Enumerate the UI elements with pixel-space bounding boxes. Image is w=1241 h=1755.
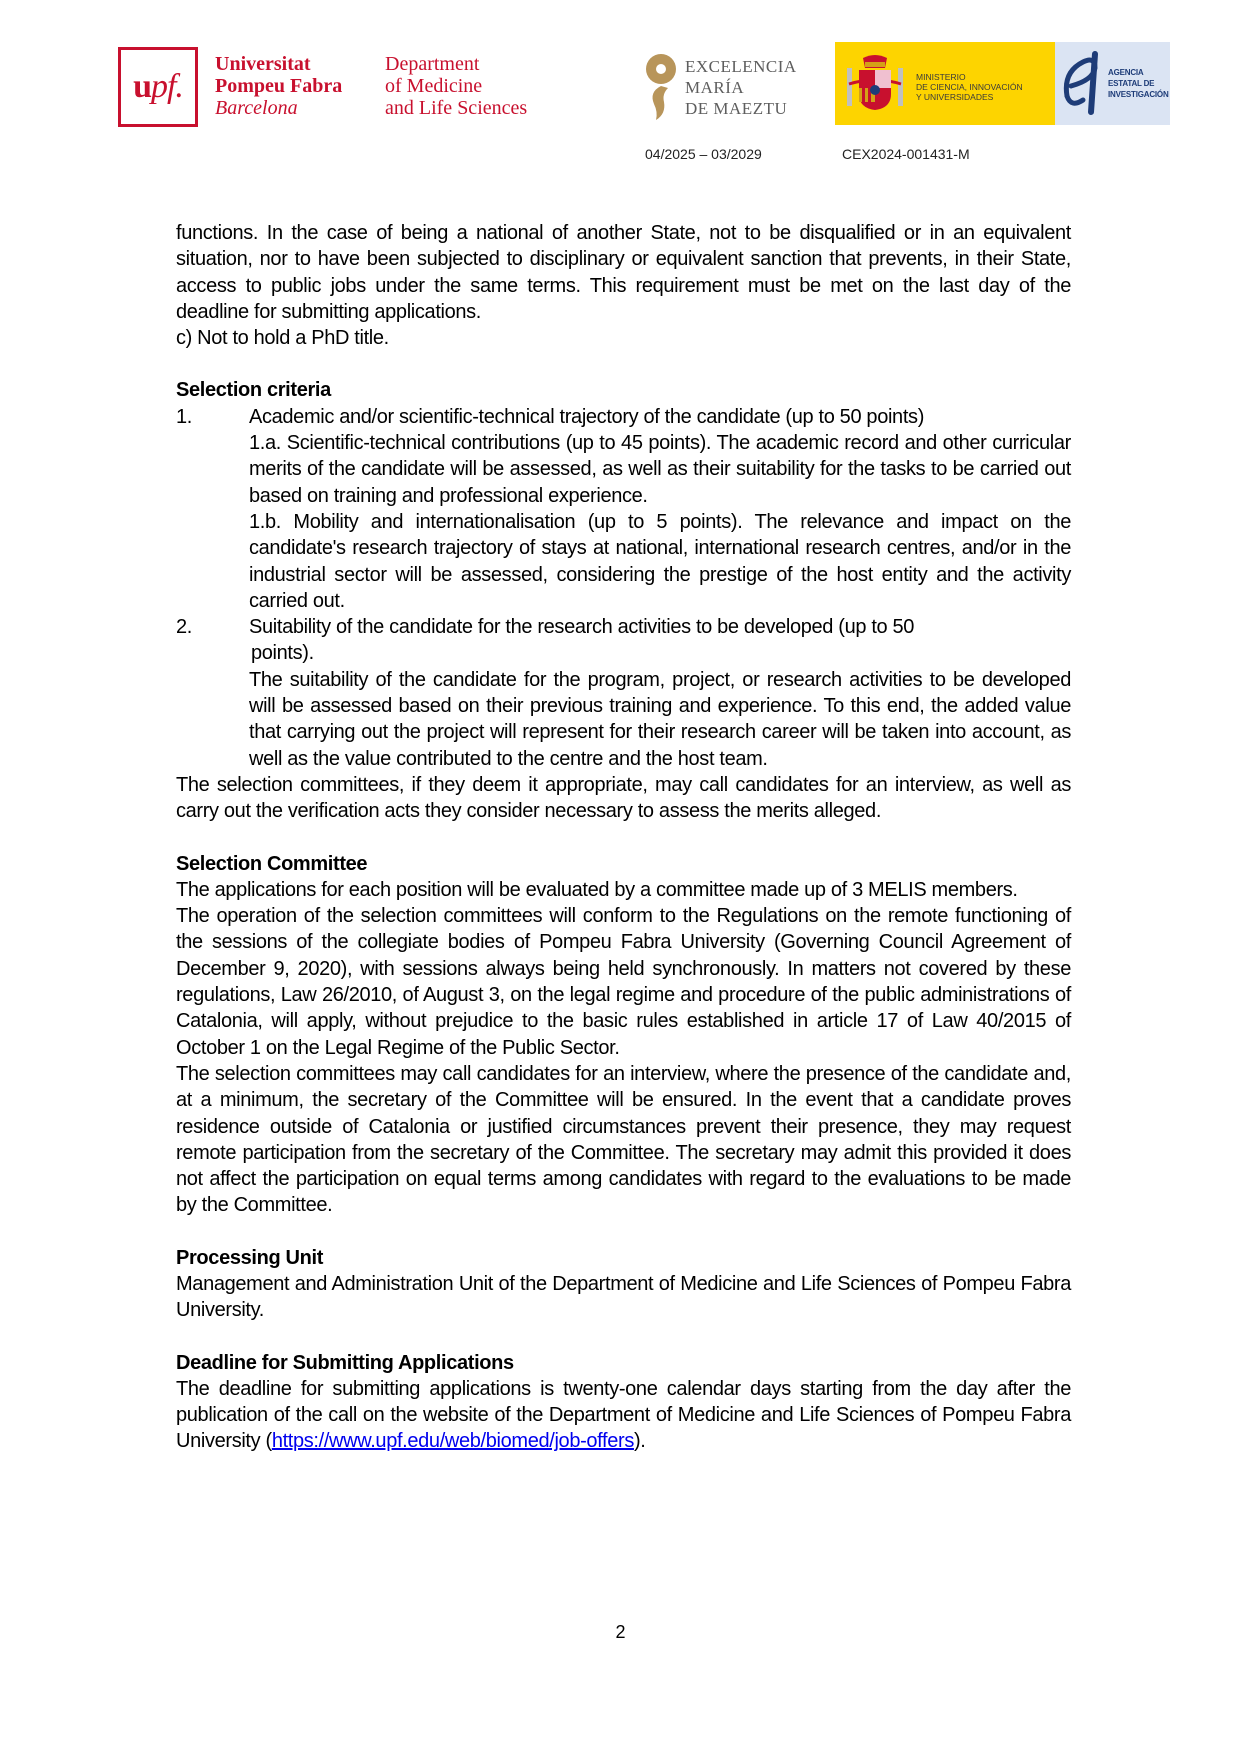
maeztu-line2: MARÍA: [685, 78, 745, 97]
university-name: [215, 53, 342, 119]
deadline-text-after: ).: [633, 1430, 646, 1453]
criteria-item-title: Academic and/or scientific-technical trajectory of the candidate (up to 50 points): [249, 405, 925, 428]
aei-text: [1108, 67, 1169, 100]
criteria-item-number: 1.: [176, 405, 192, 428]
criteria-item-2: [176, 614, 1071, 772]
university-name-line3: Barcelona: [215, 97, 298, 119]
ministerio-line3: Y UNIVERSIDADES: [916, 92, 994, 102]
page-header: [0, 0, 1241, 170]
ministerio-text: [916, 72, 1023, 102]
maria-de-maeztu-text: [685, 56, 797, 119]
upf-logo-icon: [118, 47, 198, 127]
maeztu-line3: DE MAEZTU: [685, 99, 788, 118]
aei-line2: ESTATAL DE: [1108, 79, 1155, 88]
funding-period: 04/2025 – 03/2029: [645, 146, 762, 162]
aei-e-glyph-icon: [1061, 50, 1103, 116]
criteria-subitem-1b: 1.b. Mobility and internationalisation (up to 5 points). The relevance and impact on the candidate's research trajectory of stays at national, international research centres, and/or in the industrial sector will be assessed, considering the prestige of the host entity and the activity carried out.: [249, 510, 1071, 612]
intro-paragraph: functions. In the case of being a national of another State, not to be disqualified or in an equivalent situation, nor to have been subjected to disciplinary or equivalent sanction that prevents, in their State, access to public jobs under the same terms. This requirement must be met on the last day of the deadline for submitting applications.: [176, 222, 1071, 323]
maria-de-maeztu-emblem-icon: [644, 52, 678, 122]
selection-criteria-closing: The selection committees, if they deem it appropriate, may call candidates for an interview, as well as carry out the verification acts they consider necessary to assess the merits alleged.: [176, 773, 1071, 823]
department-line3: and Life Sciences: [385, 97, 528, 119]
ministerio-line2: DE CIENCIA, INNOVACIÓN: [916, 82, 1023, 92]
department-line1: Department: [385, 53, 480, 75]
university-name-line2: Pompeu Fabra: [215, 75, 343, 97]
selection-committee-heading: Selection Committee: [176, 852, 368, 875]
upf-mark-italic: pf.: [150, 68, 183, 105]
deadline-text-before: The deadline for submitting applications is twenty-one calendar days starting from the day after the publication of the call on the website of the Department of Medicine and Life Sciences of Pompeu Fabra University (: [176, 1377, 1071, 1453]
processing-unit-text: Management and Administration Unit of the Department of Medicine and Life Sciences of Pompeu Fabra University.: [176, 1272, 1071, 1322]
committee-paragraph: The operation of the selection committees will conform to the Regulations on the remote functioning of the sessions of the collegiate bodies of Pompeu Fabra University (Governing Council Agreement of December 9, 2020), with sessions always being held synchronously. In matters not covered by these regulations, Law 26/2010, of August 3, on the legal regime and procedure of the public administrations of Catalonia, will apply, without prejudice to the basic rules established in article 17 of Law 40/2015 of October 1 on the Legal Regime of the Public Sector.: [176, 905, 1071, 1059]
page-number: 2: [615, 1622, 626, 1642]
job-offers-link[interactable]: https://www.upf.edu/web/biomed/job-offers: [271, 1430, 634, 1453]
accreditation-code: CEX2024-001431-M: [842, 146, 970, 162]
ministerio-line1: MINISTERIO: [916, 72, 966, 82]
spain-coat-of-arms-icon: [845, 54, 905, 114]
aei-line3: INVESTIGACIÓN: [1108, 90, 1169, 99]
selection-criteria-heading: Selection criteria: [176, 379, 331, 402]
aei-line1: AGENCIA: [1108, 68, 1144, 77]
upf-mark-bold: u: [133, 68, 151, 105]
criteria-item-title-continued: points).: [251, 642, 314, 665]
maeztu-line1: EXCELENCIA: [685, 57, 797, 76]
ministerio-logo: [835, 42, 1055, 125]
deadline-text: [176, 1376, 1071, 1455]
processing-unit-heading: Processing Unit: [176, 1246, 324, 1269]
university-name-line1: Universitat: [215, 53, 311, 75]
document-body: [176, 220, 1071, 1455]
criteria-subitem-2-text: The suitability of the candidate for the program, project, or research activities to be developed will be assessed based on their previous training and experience. To this end, the added value that carrying out the project will represent for their research career will be taken into account, as well as the value contributed to the centre and the host team.: [249, 668, 1071, 770]
criteria-item-1: [176, 404, 1071, 614]
committee-paragraph: The selection committees may call candidates for an interview, where the presence of the candidate and, at a minimum, the secretary of the Committee will be ensured. In the event that a candidate proves residence outside of Catalonia or justified circumstances prevent their presence, they may request remote participation from the secretary of the Committee. The secretary may admit this provided it does not affect the participation on equal terms among candidates with regard to the evaluations to be made by the Committee.: [176, 1062, 1071, 1217]
department-line2: of Medicine: [385, 75, 483, 97]
committee-paragraph: The applications for each position will be evaluated by a committee made up of 3 MELIS members.: [176, 878, 1018, 901]
deadline-heading: Deadline for Submitting Applications: [176, 1351, 514, 1374]
criteria-subitem-1a: 1.a. Scientific-technical contributions (up to 45 points). The academic record and other curricular merits of the candidate will be assessed, as well as their suitability for the tasks to be carried out based on training and professional experience.: [249, 432, 1071, 507]
criteria-item-number: 2.: [176, 616, 192, 639]
criteria-item-title: Suitability of the candidate for the research activities to be developed (up to 50: [249, 616, 915, 639]
aei-logo: [1055, 42, 1170, 125]
requirement-c: c) Not to hold a PhD title.: [176, 327, 389, 350]
department-name: [385, 53, 527, 119]
